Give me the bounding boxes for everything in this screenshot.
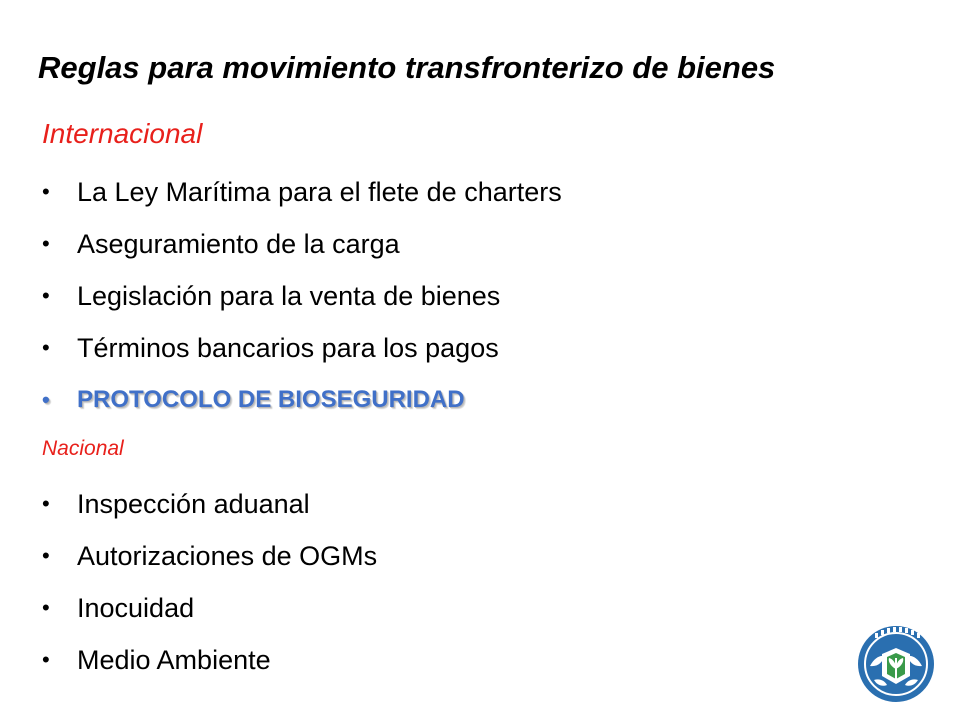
list-item: [42, 166, 562, 218]
bullet-icon: •: [42, 283, 50, 308]
section-heading-internacional: Internacional: [42, 118, 203, 149]
list-item: [42, 218, 562, 270]
list-item: [42, 634, 377, 686]
bullet-icon: •: [42, 491, 50, 516]
list-item-text: Medio Ambiente: [77, 644, 271, 675]
list-item: [42, 478, 377, 530]
list-item-text: La Ley Marítima para el flete de charters: [77, 176, 562, 207]
bullet-icon: •: [42, 179, 50, 204]
list-item-text: Autorizaciones de OGMs: [77, 540, 378, 571]
internacional-list: [42, 166, 562, 426]
slide-title: Reglas para movimiento transfronterizo de bienes: [38, 50, 776, 85]
list-item-text: Términos bancarios para los pagos: [77, 332, 499, 363]
list-item-text: Aseguramiento de la carga: [77, 228, 400, 259]
list-item-text: Inspección aduanal: [77, 488, 310, 519]
list-item-text: Inocuidad: [77, 592, 195, 623]
list-item: [42, 322, 562, 374]
bullet-icon: •: [42, 387, 50, 412]
list-item-text: PROTOCOLO DE BIOSEGURIDAD: [77, 386, 465, 413]
bullet-icon: •: [42, 231, 50, 256]
bullet-icon: •: [42, 595, 50, 620]
leaf-emblem-icon: [856, 624, 936, 704]
nacional-list: [42, 478, 377, 686]
list-item-highlighted: [42, 374, 562, 426]
list-item: [42, 582, 377, 634]
bullet-icon: •: [42, 543, 50, 568]
list-item: [42, 270, 562, 322]
bullet-icon: •: [42, 647, 50, 672]
section-heading-nacional: Nacional: [42, 437, 124, 460]
bullet-icon: •: [42, 335, 50, 360]
list-item-text: Legislación para la venta de bienes: [77, 280, 501, 311]
list-item: [42, 530, 377, 582]
